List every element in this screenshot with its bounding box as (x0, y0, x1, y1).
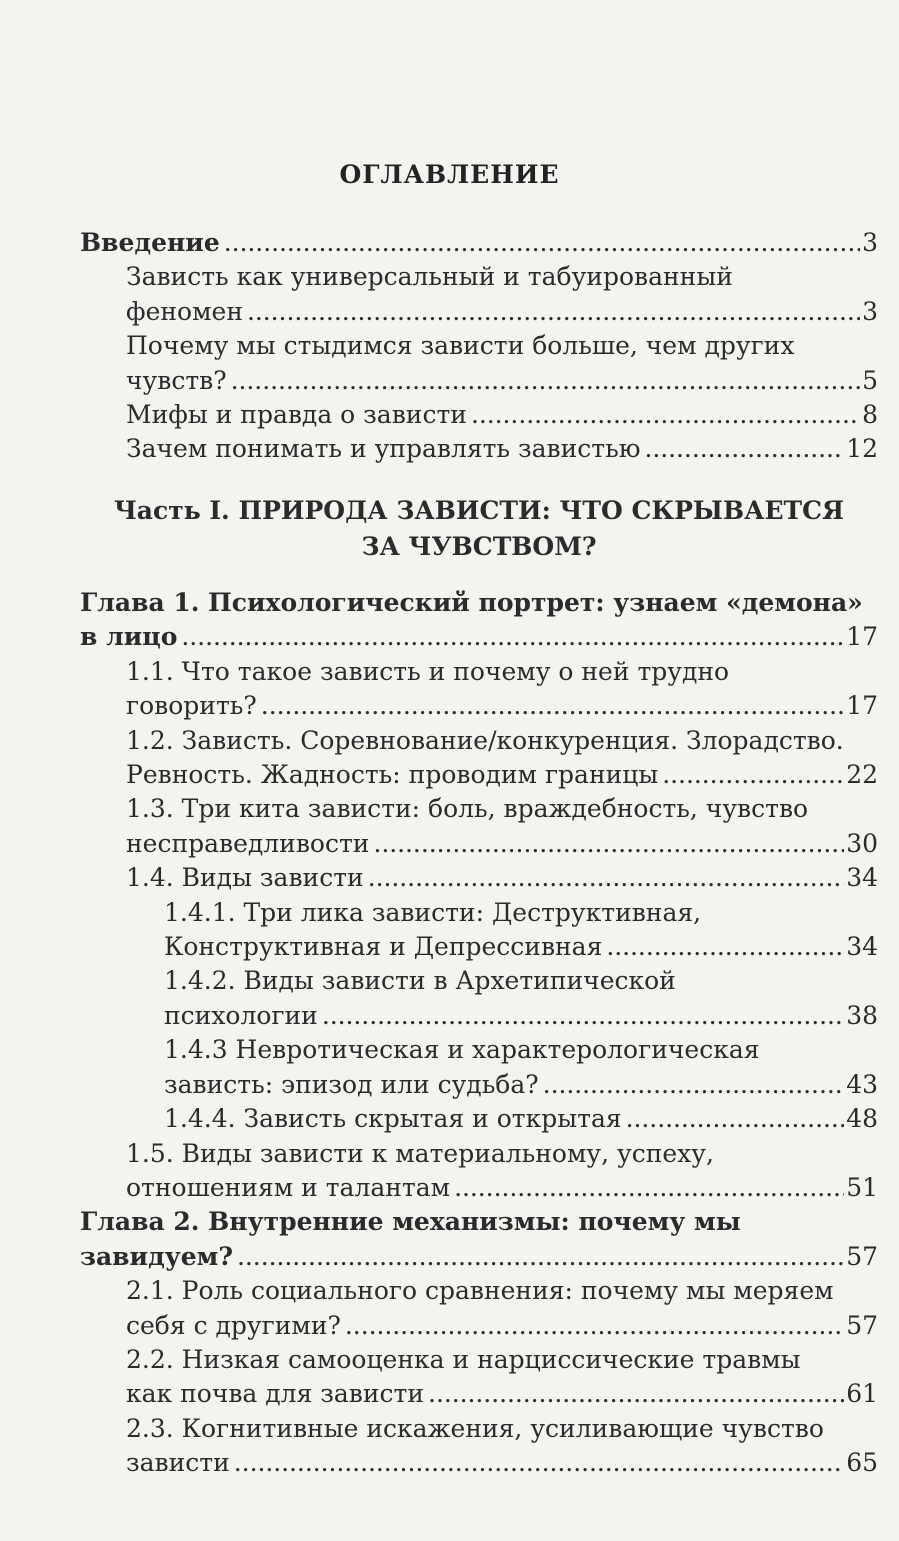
toc-entry-2-2[interactable] (80, 1343, 878, 1412)
toc-chapter-title-line: завидуем? (80, 1241, 234, 1271)
toc-leader (543, 1068, 845, 1098)
toc-chapter-1[interactable] (80, 586, 878, 655)
toc-entry-title-line: Зависть как универсальный и табуированный (126, 262, 733, 292)
toc-entry[interactable] (80, 329, 878, 398)
toc-entry-title-line: зависти (126, 1448, 230, 1478)
toc-leader (454, 1171, 844, 1201)
toc-page-number: 5 (862, 365, 878, 395)
toc-chapter-2[interactable] (80, 1205, 878, 1274)
toc-entry-1-4-4[interactable] (80, 1102, 878, 1136)
toc-leader (261, 689, 844, 719)
toc-leader (626, 1102, 845, 1132)
toc-page-number: 38 (846, 1000, 878, 1030)
toc-intro (80, 226, 878, 467)
toc-leader (373, 827, 844, 857)
toc-page-number: 17 (846, 691, 878, 721)
toc-entry-title-line: отношениям и талантам (126, 1172, 451, 1202)
toc-entry-1-4-1[interactable] (80, 896, 878, 965)
toc-entry-1-3[interactable] (80, 792, 878, 861)
toc-page-number: 43 (846, 1069, 878, 1099)
toc-entry[interactable] (80, 432, 878, 466)
toc-entry-title-line: зависть: эпизод или судьба? (164, 1069, 539, 1099)
toc-entry-title-line: 2.3. Когнитивные искажения, усиливающие чувство (126, 1413, 824, 1443)
toc-page-number: 65 (846, 1448, 878, 1478)
toc-chapter-title-line: в лицо (80, 622, 178, 652)
toc-page-number: 12 (846, 434, 878, 464)
toc-entry-1-2[interactable] (80, 724, 878, 793)
toc-entry-intro[interactable] (80, 226, 878, 260)
toc-heading: ОГЛАВЛЕНИЕ (339, 160, 560, 189)
toc-leader (234, 1446, 844, 1476)
toc-leader (428, 1377, 844, 1407)
toc-leader (606, 930, 844, 960)
toc-chapter-title-line: Глава 1. Психологический портрет: узнаем «демона» (80, 588, 863, 617)
toc-entry-title-line: 2.2. Низкая самооценка и нарциссические травмы (126, 1344, 801, 1374)
toc-entry[interactable] (80, 260, 878, 329)
toc-page-number: 22 (846, 760, 878, 790)
toc-entry-1-4[interactable] (80, 861, 878, 895)
toc-entry-title-line: 1.2. Зависть. Соревнование/конкуренция. Злорадство. (126, 725, 844, 755)
toc-entry-title-line: несправедливости (126, 828, 370, 858)
toc-page-number: 30 (846, 828, 878, 858)
toc-page-number: 34 (846, 863, 878, 893)
part-heading-line: ЗА ЧУВСТВОМ? (361, 532, 597, 561)
toc-page-number: 57 (846, 1310, 878, 1340)
toc-entry-title: Введение (80, 228, 220, 257)
toc-entry-1-4-2[interactable] (80, 964, 878, 1033)
part-heading-line: Часть I. ПРИРОДА ЗАВИСТИ: ЧТО СКРЫВАЕТСЯ (113, 496, 845, 525)
toc-entry-title-line: 2.1. Роль социального сравнения: почему мы меряем (126, 1276, 834, 1306)
toc-page-number: 48 (846, 1104, 878, 1134)
toc-chapter-title-line: Глава 2. Внутренние механизмы: почему мы (80, 1207, 741, 1237)
toc-chapters (80, 586, 878, 1481)
toc-leader (247, 295, 860, 325)
toc-leader (322, 999, 844, 1029)
toc-leader (368, 861, 844, 891)
toc-entry-title-line: себя с другими? (126, 1310, 341, 1340)
toc-entry-title-line: как почва для зависти (126, 1379, 425, 1409)
toc-entry-1-5[interactable] (80, 1137, 878, 1206)
toc-entry-title-line: говорить? (126, 691, 257, 721)
toc-entry-title-line: психологии (164, 1000, 318, 1030)
toc-leader (345, 1309, 844, 1339)
toc-entry-2-1[interactable] (80, 1274, 878, 1343)
toc-entry-title-line: 1.5. Виды зависти к материальному, успеху, (126, 1138, 714, 1168)
toc-leader (662, 758, 844, 788)
toc-entry-title-line: чувств? (126, 365, 227, 395)
toc-leader (237, 1240, 844, 1270)
toc-leader (471, 398, 860, 428)
toc-entry-title-line: Почему мы стыдимся зависти больше, чем других (126, 331, 795, 361)
toc-page-number: 51 (846, 1172, 878, 1202)
toc-entry[interactable] (80, 398, 878, 432)
part-heading (80, 493, 878, 565)
toc-page-number: 61 (846, 1379, 878, 1409)
toc-entry-title-line: 1.4.3 Невротическая и характерологическая (164, 1035, 760, 1065)
toc-entry-title-line: 1.3. Три кита зависти: боль, враждебность, чувство (126, 794, 809, 824)
toc-leader (224, 226, 860, 256)
toc-entry-2-3[interactable] (80, 1412, 878, 1481)
toc-leader (231, 364, 860, 394)
toc-page-number: 3 (862, 228, 878, 257)
toc-entry-title-line: Мифы и правда о зависти (126, 400, 467, 430)
toc-page-number: 3 (862, 296, 878, 326)
toc-entry-title-line: 1.1. Что такое зависть и почему о ней трудно (126, 656, 730, 686)
toc-entry-title-line: 1.4.1. Три лика зависти: Деструктивная, (164, 897, 702, 927)
toc-page-number: 34 (846, 932, 878, 962)
toc-entry-title-line: Конструктивная и Депрессивная (164, 932, 603, 962)
toc-entry-title-line: феномен (126, 296, 243, 326)
toc-entry-1-4-3[interactable] (80, 1033, 878, 1102)
toc-entry-1-1[interactable] (80, 655, 878, 724)
toc-page-number: 57 (846, 1241, 878, 1271)
toc-leader (181, 620, 844, 650)
toc-entry-title-line: 1.4. Виды зависти (126, 863, 364, 893)
toc-leader (644, 432, 844, 462)
toc-entry-title-line: 1.4.4. Зависть скрытая и открытая (164, 1104, 622, 1134)
toc-entry-title-line: 1.4.2. Виды зависти в Архетипической (164, 966, 676, 996)
toc-entry-title-line: Ревность. Жадность: проводим границы (126, 760, 659, 790)
toc-page-number: 8 (862, 400, 878, 430)
toc-entry-title-line: Зачем понимать и управлять завистью (126, 434, 641, 464)
toc-page-number: 17 (846, 622, 878, 652)
